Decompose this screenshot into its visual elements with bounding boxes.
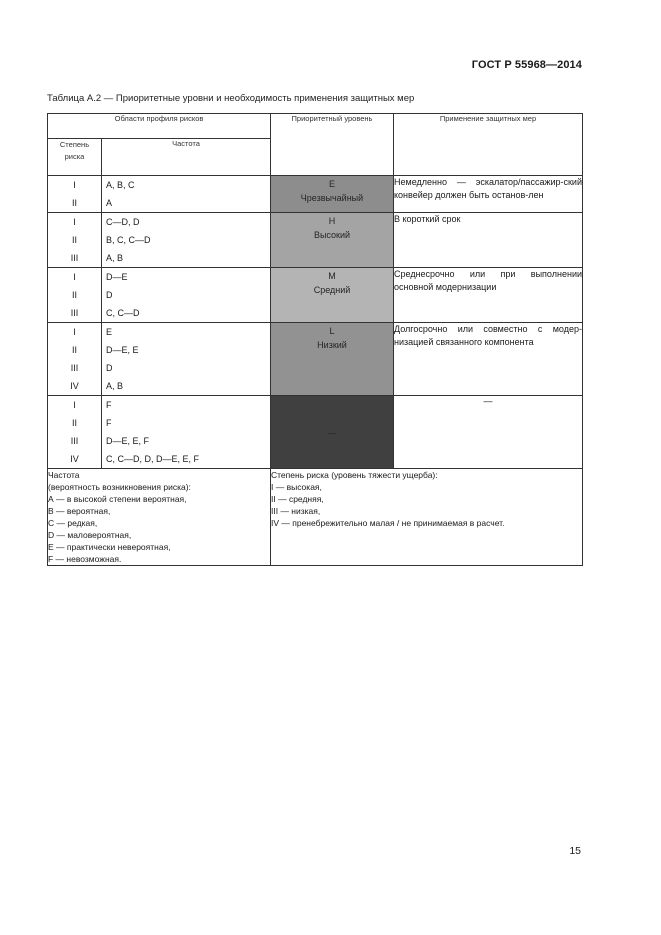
risk-degree-cell	[48, 323, 102, 396]
priority-group-row	[48, 323, 583, 396]
frequency-value: E	[106, 327, 113, 337]
risk-degree-value: IV	[70, 454, 79, 464]
frequency-value: D	[106, 363, 113, 373]
priority-group-row	[48, 176, 583, 213]
risk-degree-value: III	[70, 363, 79, 373]
priority-level-cell	[271, 176, 394, 213]
protective-measure-cell: В короткий срок	[394, 213, 583, 268]
frequency-cell	[102, 268, 271, 323]
frequency-value: D—E, E	[106, 345, 139, 355]
frequency-value: C, C—D	[106, 308, 140, 318]
risk-degree-value: II	[71, 345, 77, 355]
page-number: 15	[569, 845, 581, 857]
priority-code: L	[329, 326, 335, 336]
frequency-value: C, C—D, D, D—E, E, F	[106, 454, 200, 464]
priority-level-cell	[271, 396, 394, 469]
legend-line: А — в высокой степени вероятная,	[48, 494, 187, 504]
risk-degree-value: I	[73, 327, 76, 337]
legend-line: F — невозможная.	[48, 554, 122, 564]
priority-group-row	[48, 213, 583, 268]
priority-levels-table	[47, 113, 583, 566]
legend-line: Степень риска (уровень тяжести ущерба):	[271, 470, 438, 480]
protective-measure-cell: —	[394, 396, 583, 469]
header-risk-degree	[48, 139, 102, 176]
legend-line: III — низкая,	[271, 506, 321, 516]
risk-degree-cell	[48, 213, 102, 268]
frequency-value: D—E, E, F	[106, 436, 150, 446]
protective-measure-cell: Долгосрочно или совместно с модер-низацией связанного компонента	[394, 323, 583, 396]
legend-line: IV — пренебрежительно малая / не принимаемая в расчет.	[271, 518, 505, 528]
header-risk-profile-areas: Области профиля рисков	[48, 114, 271, 139]
risk-degree-value: III	[70, 308, 79, 318]
risk-degree-value: I	[73, 272, 76, 282]
legend-line: С — редкая,	[48, 518, 98, 528]
legend-line: D — маловероятная,	[48, 530, 132, 540]
risk-degree-value: I	[73, 180, 76, 190]
risk-degree-value: II	[71, 198, 77, 208]
frequency-value: A, B	[106, 381, 124, 391]
risk-degree-value: I	[73, 400, 76, 410]
protective-measure-cell: Немедленно — эскалатор/пассажир-ский конвейер должен быть останов-лен	[394, 176, 583, 213]
frequency-value: A, B	[106, 253, 124, 263]
legend-line: Е — практически невероятная,	[48, 542, 171, 552]
protective-measure-cell: Среднесрочно или при выполнении основной модернизации	[394, 268, 583, 323]
priority-code: E	[328, 179, 335, 189]
priority-label: Низкий	[317, 340, 347, 350]
frequency-cell	[102, 176, 271, 213]
risk-degree-value: II	[71, 290, 77, 300]
frequency-cell	[102, 396, 271, 469]
frequency-legend	[48, 469, 271, 566]
frequency-value: A	[106, 198, 113, 208]
document-standard-code: ГОСТ Р 55968—2014	[471, 59, 582, 71]
header-frequency: Частота	[102, 139, 271, 176]
priority-group-row	[48, 268, 583, 323]
risk-degree-value: II	[71, 418, 77, 428]
header-protective-measures: Применение защитных мер	[394, 114, 583, 176]
frequency-value: C—D, D	[106, 217, 140, 227]
legend-line: II — средняя,	[271, 494, 324, 504]
priority-code: H	[328, 216, 336, 226]
risk-degree-value: I	[73, 217, 76, 227]
legend-row	[48, 469, 583, 566]
risk-degree-cell	[48, 396, 102, 469]
risk-degree-value: IV	[70, 381, 79, 391]
risk-degree-cell	[48, 176, 102, 213]
frequency-value: D—E	[106, 272, 128, 282]
priority-label: Средний	[313, 285, 351, 295]
legend-line: (вероятность возникновения риска):	[48, 482, 191, 492]
priority-label: Высокий	[313, 230, 351, 240]
priority-level-cell	[271, 268, 394, 323]
header-row-top	[48, 114, 583, 139]
risk-degree-value: II	[71, 235, 77, 245]
priority-level-cell	[271, 323, 394, 396]
frequency-value: B, C, C—D	[106, 235, 151, 245]
frequency-value: D	[106, 290, 113, 300]
priority-code: M	[328, 271, 336, 281]
priority-code: —	[327, 427, 337, 438]
frequency-value: A, B, C	[106, 180, 135, 190]
priority-level-cell	[271, 213, 394, 268]
priority-group-row	[48, 396, 583, 469]
header-priority-level: Приоритетный уровень	[271, 114, 394, 176]
header-risk-degree-line: Степень	[59, 140, 90, 149]
severity-legend	[271, 469, 583, 566]
legend-line: I — высокая,	[271, 482, 322, 492]
risk-degree-cell	[48, 268, 102, 323]
frequency-value: F	[106, 400, 112, 410]
table-title: Таблица А.2 — Приоритетные уровни и необходимость применения защитных мер	[47, 93, 415, 104]
legend-line: В — вероятная,	[48, 506, 111, 516]
risk-degree-value: III	[70, 253, 79, 263]
frequency-value: F	[106, 418, 112, 428]
header-risk-degree-line: риска	[64, 152, 85, 161]
risk-degree-value: III	[70, 436, 79, 446]
frequency-cell	[102, 323, 271, 396]
frequency-cell	[102, 213, 271, 268]
priority-label: Чрезвычайный	[300, 193, 364, 203]
legend-line: Частота	[48, 470, 80, 480]
